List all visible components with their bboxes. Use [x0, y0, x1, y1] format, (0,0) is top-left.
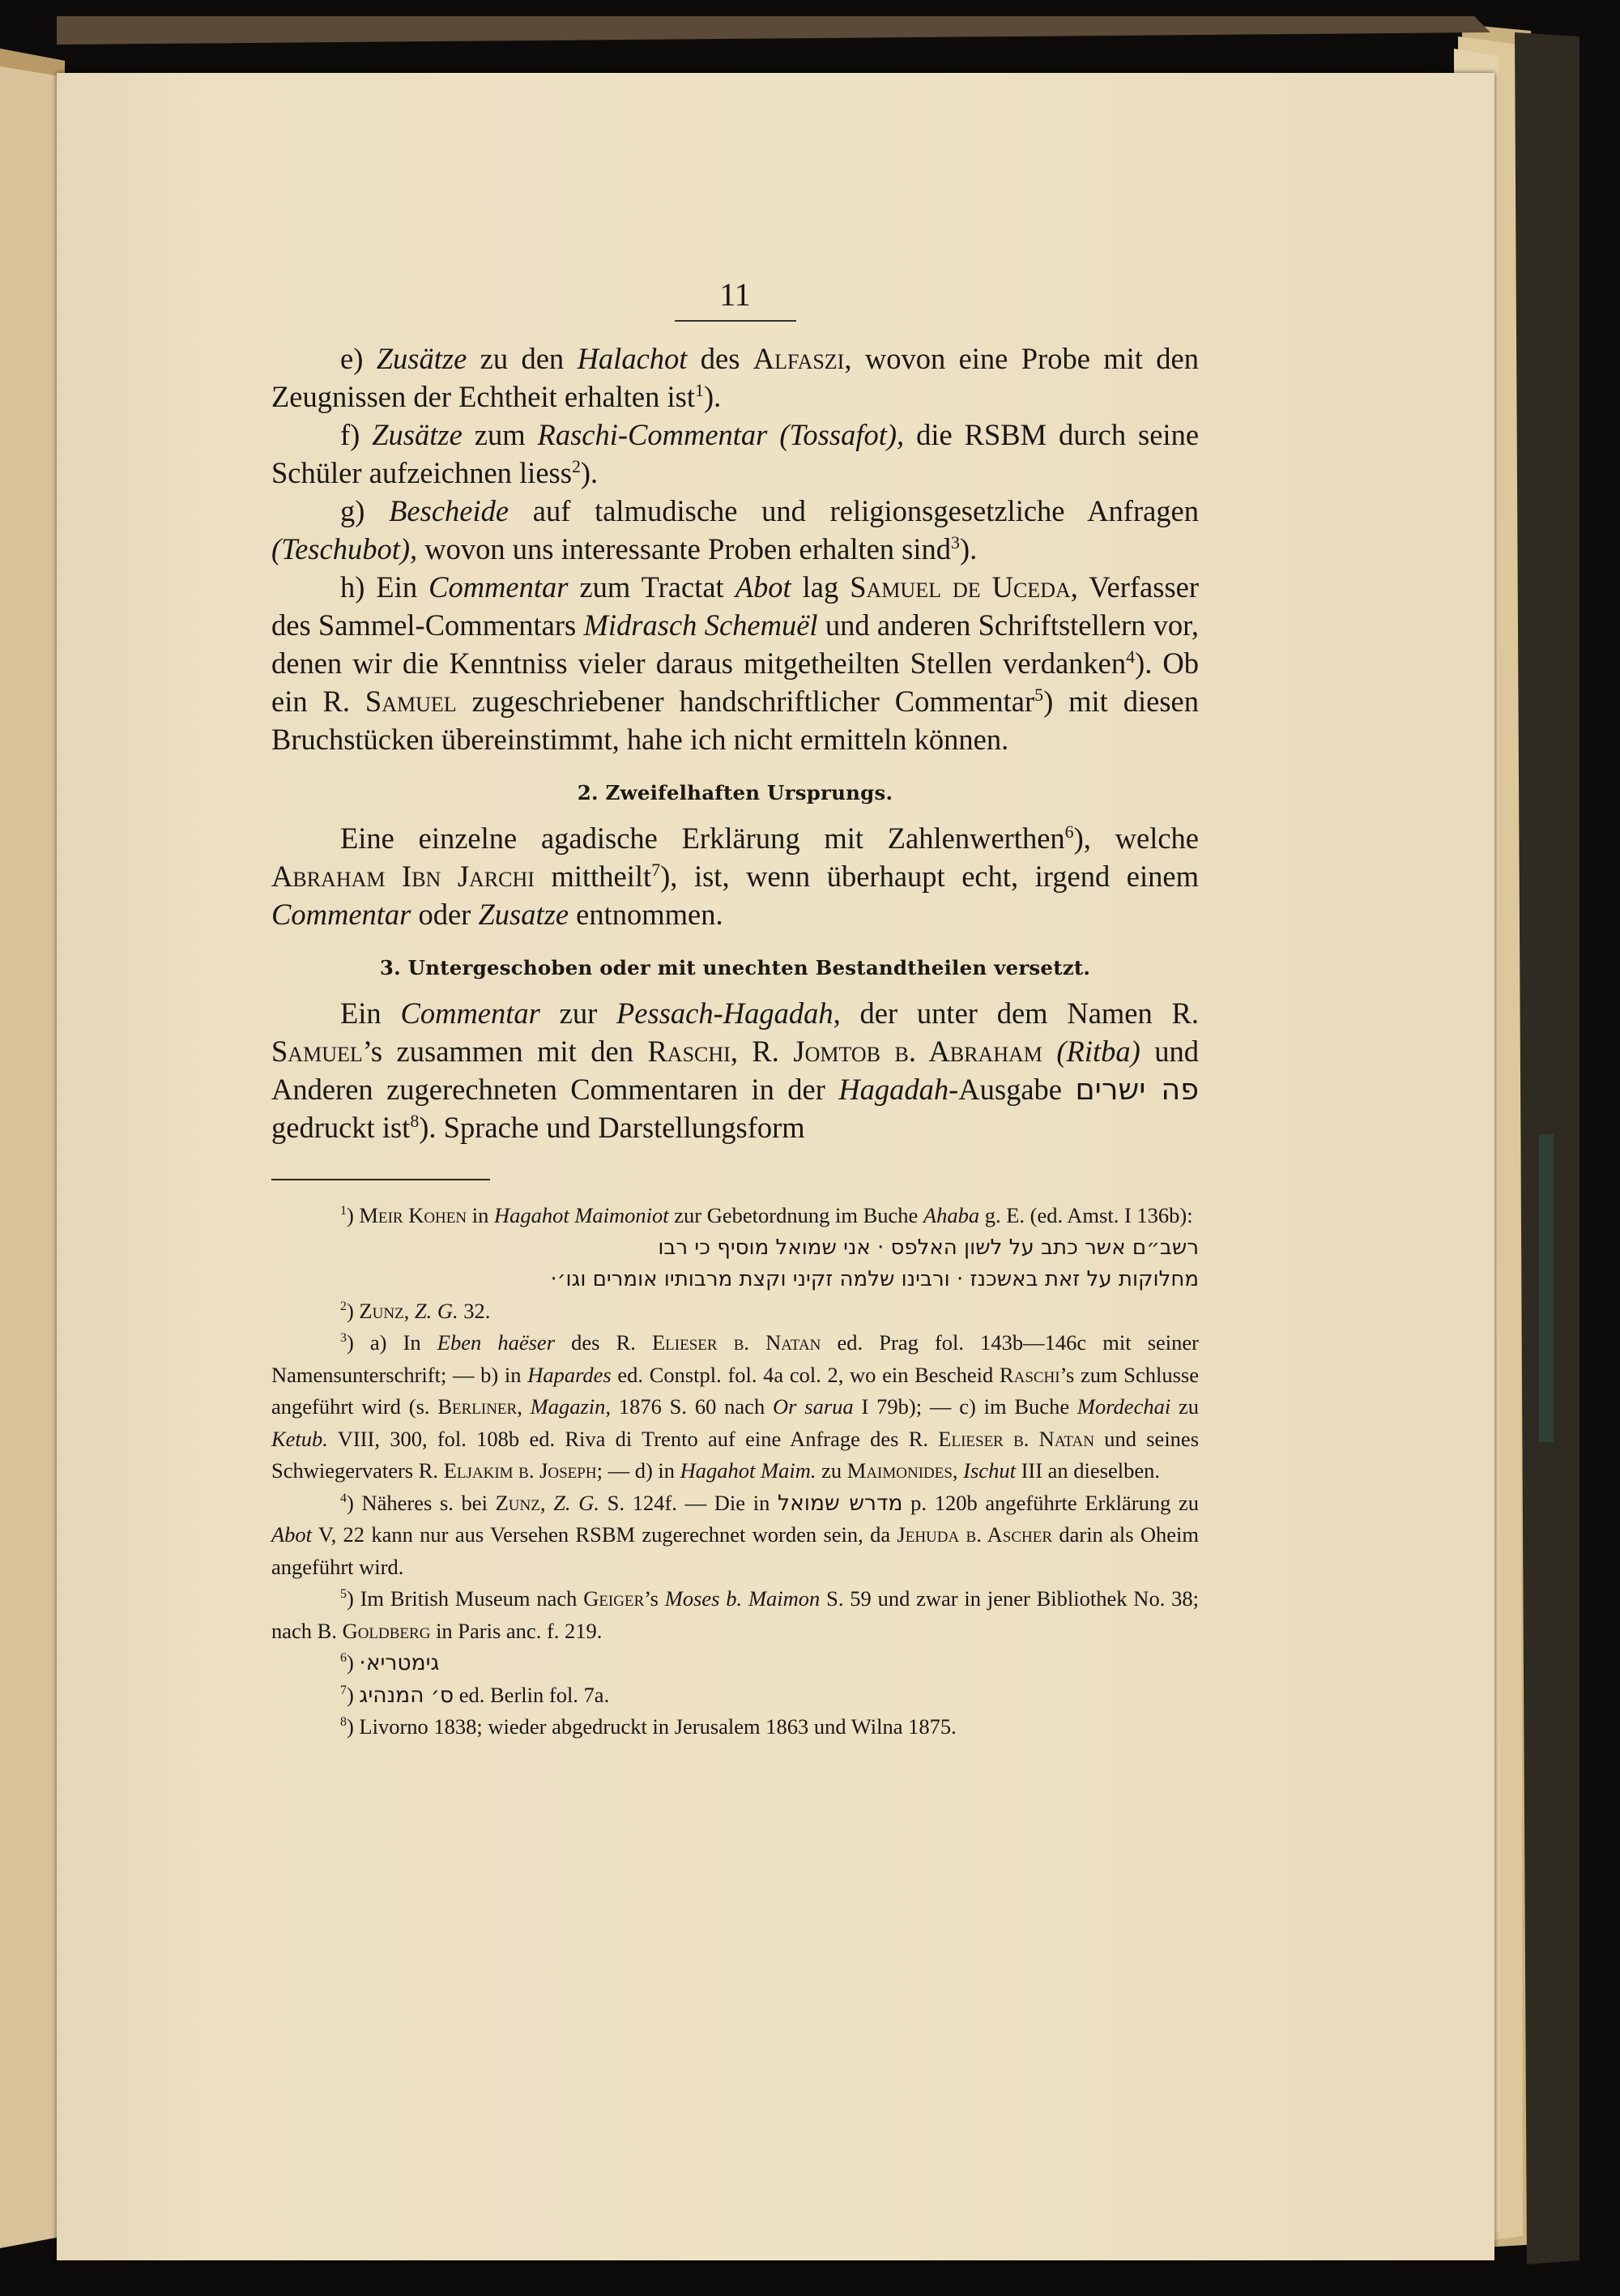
footnote-6: $^6$) גימטריא·	[340, 1650, 440, 1675]
footnote-4: $^4$) Näheres s. bei Zunz, Z. G. S. 124f. — Die in מדרש שמואל p. 120b angeführte Erklärung zu Abot V, 22 kann nur aus Versehen RSBM zugerechnet worden sein, da Jehuda b. Ascher darin als Oheim angeführt wird.	[271, 1490, 1200, 1579]
footnote-2: $^2$) Zunz, Z. G. 32.	[340, 1298, 491, 1323]
footnote-separator	[271, 1179, 490, 1180]
paragraph-h: h) Ein Commentar zum Tractat Abot lag Samuel de Uceda, Verfasser des Sammel-Commentars Midrasch Schemuël und anderen Schriftstellern vor, denen wir die Kenntniss vieler daraus mitgetheilten Stellen verdanken$^4$). Ob ein R. Samuel zugeschriebener handschriftlicher Commentar$^5$) mit diesen Bruchstücken übereinstimmt, hahe ich nicht ermitteln können.	[271, 570, 1200, 756]
footnote-3: $^3$) a) In Eben haëser des R. Elieser b. Natan ed. Prag fol. 143b—146c mit seiner Namensunterschrift; — b) in Hapardes ed. Constpl. fol. 4a col. 2, wo ein Bescheid Raschi’s zum Schlusse angeführt wird (s. Berliner, Magazin, 1876 S. 60 nach Or sarua I 79b); — c) im Buche Mordechai zu Ketub. VIII, 300, fol. 108b ed. Riva di Trento auf eine Anfrage des R. Elieser b. Natan und seines Schwiegervaters R. Eljakim b. Joseph; — d) in Hagahot Maim. zu Maimonides, Ischut III an dieselben.	[271, 1330, 1200, 1483]
section-3-heading: 3. Untergeschoben oder mit unechten Bestandtheilen versetzt.	[379, 956, 1091, 979]
page-number: 11	[271, 275, 1199, 322]
paragraph-g: g) Bescheide auf talmudische und religionsgesetzliche Anfragen (Teschubot), wovon uns interessante Proben erhalten sind$^3$).	[271, 494, 1199, 565]
footnote-1: $^1$) Meir Kohen in Hagahot Maimoniot zur Gebetordnung im Buche Ahaba g. E. (ed. Amst. I 136b):	[340, 1203, 1193, 1227]
section-2-heading: 2. Zweifelhaften Ursprungs.	[577, 781, 893, 804]
footnote-1-hebrew-line-2: מחלוקות על זאת באשכנז · ורבינו שלמה זקיני וקצת מרבותיו אומרים וגו׳·	[550, 1266, 1199, 1291]
footnote-1-hebrew-line-1: רשב״ם אשר כתב על לשון האלפס · אני שמואל מוסיף כי רבו	[658, 1235, 1199, 1260]
footnote-5: $^5$) Im British Museum nach Geiger’s Moses b. Maimon S. 59 und zwar in jener Bibliothek No. 38; nach B. Goldberg in Paris anc. f. 219.	[271, 1586, 1199, 1643]
page-number-rule	[675, 320, 796, 322]
footnote-7: $^7$) ס׳ המנהיג ed. Berlin fol. 7a.	[340, 1682, 610, 1708]
paragraph-f: f) Zusätze zum Raschi-Commentar (Tossafot), die RSBM durch seine Schüler aufzeichnen liess$^2$).	[271, 418, 1200, 489]
page-content	[271, 275, 1199, 1743]
section-2-text: Eine einzelne agadische Erklärung mit Zahlenwerthen$^6$), welche Abraham Ibn Jarchi mittheilt$^7$), ist, wenn überhaupt echt, irgend einem Commentar oder Zusatze entnommen.	[271, 821, 1199, 931]
paragraph-e: e) Zusätze zu den Halachot des Alfaszi, wovon eine Probe mit den Zeugnissen der Echtheit erhalten ist$^1$).	[271, 342, 1200, 413]
section-3-text: Ein Commentar zur Pessach-Hagadah, der unter dem Namen R. Samuel’s zusammen mit den Raschi, R. Jomtob b. Abraham (Ritba) und Anderen zugerechneten Commentaren in der Hagadah-Ausgabe פה ישרים gedruckt ist$^8$). Sprache und Darstellungsform	[271, 996, 1200, 1144]
footnote-8: $^8$) Livorno 1838; wieder abgedruckt in Jerusalem 1863 und Wilna 1875.	[340, 1714, 957, 1739]
